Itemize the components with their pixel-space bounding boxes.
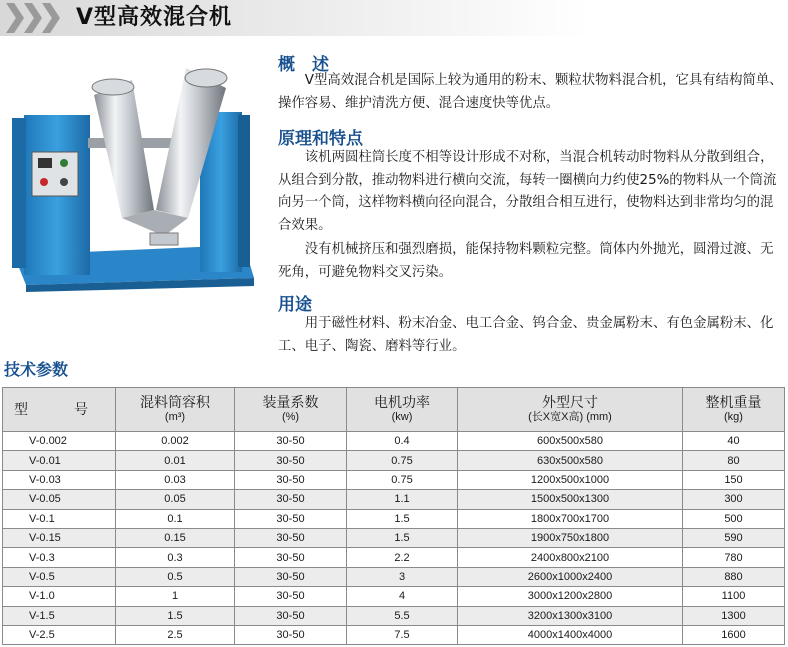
table-cell: 0.3 [116, 548, 235, 567]
table-cell: V-0.3 [3, 548, 116, 567]
table-cell: 1200x500x1000 [458, 470, 683, 489]
table-cell: 0.03 [116, 470, 235, 489]
table-cell: 1.5 [116, 606, 235, 625]
title-banner [0, 0, 788, 36]
table-cell: 630x500x580 [458, 451, 683, 470]
table-cell: 780 [683, 548, 785, 567]
table-cell: 30-50 [235, 606, 347, 625]
table-cell: 1300 [683, 606, 785, 625]
table-cell: 5.5 [347, 606, 458, 625]
table-cell: 0.75 [347, 470, 458, 489]
table-cell: 80 [683, 451, 785, 470]
table-cell: 150 [683, 470, 785, 489]
table-cell: 0.002 [116, 432, 235, 451]
table-cell: 4 [347, 587, 458, 606]
table-cell: 600x500x580 [458, 432, 683, 451]
column-header: 整机重量 (kg) [683, 388, 785, 432]
table-cell: 7.5 [347, 625, 458, 644]
table-cell: 30-50 [235, 528, 347, 547]
table-cell: V-0.002 [3, 432, 116, 451]
spec-table [2, 387, 785, 645]
table-cell: 2400x800x2100 [458, 548, 683, 567]
table-row [3, 606, 785, 625]
table-row [3, 509, 785, 528]
section-heading: 概 述 [278, 55, 329, 75]
chevron-icon [24, 3, 42, 33]
table-cell: 3000x1200x2800 [458, 587, 683, 606]
table-cell: V-0.05 [3, 490, 116, 509]
usage-text: 用于磁性材料、粉末冶金、电工合金、钨合金、贵金属粉末、有色金属粉末、化工、电子、陶瓷、磨料等行业。 [278, 316, 774, 354]
table-cell: 3 [347, 567, 458, 586]
table-row [3, 490, 785, 509]
table-cell: 1500x500x1300 [458, 490, 683, 509]
table-cell: 0.15 [116, 528, 235, 547]
table-cell: 2.5 [116, 625, 235, 644]
table-cell: 1 [116, 587, 235, 606]
table-row [3, 567, 785, 586]
table-cell: 1100 [683, 587, 785, 606]
tech-params-heading: 技术参数 [4, 360, 69, 379]
feature-text: 没有机械挤压和强烈磨损，能保持物料颗粒完整。筒体内外抛光，圆滑过渡、无死角，可避免物料交叉污染。 [278, 242, 774, 280]
table-header-row [3, 388, 785, 432]
table-cell: 0.05 [116, 490, 235, 509]
table-cell: 1.5 [347, 509, 458, 528]
table-cell: 880 [683, 567, 785, 586]
section-heading: 原理和特点 [278, 129, 363, 149]
column-header: 装量系数 (%) [235, 388, 347, 432]
column-header: 混料筒容积 (m³) [116, 388, 235, 432]
table-row [3, 528, 785, 547]
table-cell: 0.75 [347, 451, 458, 470]
table-cell: V-0.5 [3, 567, 116, 586]
table-cell: 0.01 [116, 451, 235, 470]
table-cell: 30-50 [235, 470, 347, 489]
table-cell: V-0.1 [3, 509, 116, 528]
table-cell: 30-50 [235, 509, 347, 528]
chevron-icon [42, 3, 60, 33]
table-cell: 30-50 [235, 587, 347, 606]
table-cell: 3200x1300x3100 [458, 606, 683, 625]
table-cell: 30-50 [235, 567, 347, 586]
table-row [3, 432, 785, 451]
table-cell: 30-50 [235, 548, 347, 567]
table-cell: 30-50 [235, 490, 347, 509]
table-cell: V-0.01 [3, 451, 116, 470]
column-header: 电机功率 (kw) [347, 388, 458, 432]
table-cell: V-0.03 [3, 470, 116, 489]
section-heading: 用途 [278, 295, 312, 315]
table-cell: 40 [683, 432, 785, 451]
table-row [3, 470, 785, 489]
page-title: V型高效混合机 [76, 5, 233, 30]
table-cell: 4000x1400x4000 [458, 625, 683, 644]
table-cell: V-1.5 [3, 606, 116, 625]
table-cell: 500 [683, 509, 785, 528]
table-cell: 2600x1000x2400 [458, 567, 683, 586]
table-cell: 1800x700x1700 [458, 509, 683, 528]
table-cell: V-1.0 [3, 587, 116, 606]
overview-text: V型高效混合机是国际上较为通用的粉末、颗粒状物料混合机，它具有结构简单、操作容易、维护清洗方便、混合速度快等优点。 [278, 73, 783, 111]
table-row [3, 587, 785, 606]
table-cell: 30-50 [235, 432, 347, 451]
table-cell: 1.1 [347, 490, 458, 509]
column-header: 型 号 [3, 388, 116, 432]
table-cell: 30-50 [235, 625, 347, 644]
table-cell: V-2.5 [3, 625, 116, 644]
table-cell: 0.4 [347, 432, 458, 451]
column-header: 外型尺寸 (长X宽X高) (mm) [458, 388, 683, 432]
table-cell: V-0.15 [3, 528, 116, 547]
table-cell: 2.2 [347, 548, 458, 567]
table-cell: 0.1 [116, 509, 235, 528]
table-row [3, 451, 785, 470]
table-row [3, 548, 785, 567]
principle-text: 该机两圆柱筒长度不相等设计形成不对称，当混合机转动时物料从分散到组合，从组合到分散，推动物料进行横向交流，每转一圈横向力约使25%的物料从一个筒流向另一个筒，这样物料横向径向混合，分散组合相互进行，使物料达到非常均匀的混合效果。 [278, 150, 777, 233]
table-cell: 590 [683, 528, 785, 547]
table-row [3, 625, 785, 644]
table-cell: 1900x750x1800 [458, 528, 683, 547]
table-cell: 0.5 [116, 567, 235, 586]
table-cell: 1.5 [347, 528, 458, 547]
table-cell: 1600 [683, 625, 785, 644]
v-mixer-machine-image [4, 40, 266, 300]
table-cell: 30-50 [235, 451, 347, 470]
table-cell: 300 [683, 490, 785, 509]
chevron-icon [6, 3, 24, 33]
